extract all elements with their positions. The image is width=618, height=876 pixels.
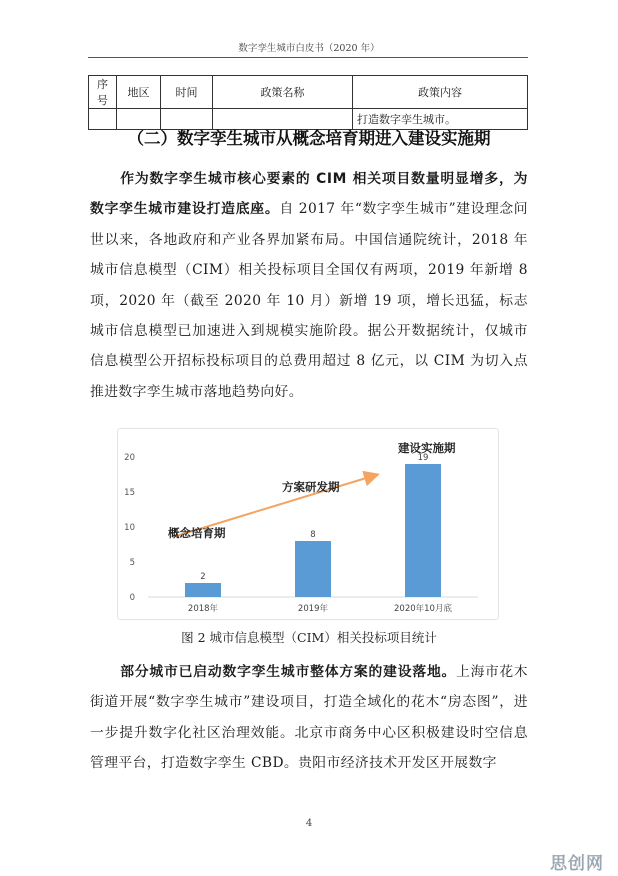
policy-table [88,75,528,130]
y-tick-label: 0 [129,593,135,603]
column-header: 地区 [117,76,161,109]
column-header: 时间 [161,76,213,109]
annotation-construction-stage: 建设实施期 [398,441,456,455]
bar-data-label: 19 [417,453,429,463]
paragraph-body: 自 2017 年“数字孪生城市”建设理念问世以来，各地政府和产业各界加紧布局。中国信通院统计，2018 年城市信息模型（CIM）相关投标项目全国仅有两项，2019 年新增 8 项，2020 年（截至 2020 年 10 月）新增 19 项，增长迅猛，标志城市信息模型已加速进入到规模实施阶段。据公开数据统计，仅城市信息模型公开招标投标项目的总费用超过 8 亿元，以 CIM 为切入点推进数字孪生城市落地趋势向好。 [90,201,528,400]
x-tick-label: 2018年 [187,604,219,614]
bar-data-label: 8 [310,530,316,540]
page-number: 4 [305,818,313,829]
chart-canvas [118,429,498,619]
table-header-row [89,76,528,109]
header-rule [88,57,528,58]
x-tick-label: 2019年 [297,604,329,614]
y-tick-label: 10 [124,523,135,533]
paragraph [90,164,528,407]
watermark-logo: 思创网 [550,854,604,874]
paragraph-lead: 部分城市已启动数字孪生城市整体方案的建设落地。 [120,664,457,680]
bar-chart [117,428,499,620]
y-tick-label: 20 [124,453,135,463]
y-tick-label: 5 [129,558,135,568]
x-tick-label: 2020年10月底 [394,604,452,614]
y-tick-label: 15 [124,488,135,498]
bar-data-label: 2 [200,572,206,582]
figure-caption: 图 2 城市信息模型（CIM）相关投标项目统计 [181,630,437,645]
table-cell: 打造数字孪生城市。 [353,109,528,130]
column-header: 政策名称 [213,76,353,109]
annotation-scheme-stage: 方案研发期 [282,480,340,494]
paragraph-lead: 作为数字孪生城市核心要素的 CIM 相关项目数量明显增多，为数字孪生城市建设打造底座。 [90,171,528,218]
section-heading: （二）数字孪生城市从概念培育期进入建设实施期 [127,129,491,148]
bar [295,541,331,597]
paragraph [90,657,528,779]
column-header: 政策内容 [353,76,528,109]
annotation-concept-stage: 概念培育期 [168,526,226,540]
paragraph-body: 上海市花木街道开展“数字孪生城市”建设项目，打造全域化的花木“房态图”，进一步提升数字化社区治理效能。北京市商务中心区积极建设时空信息管理平台，打造数字孪生 CBD。贵阳市经济技术开发区开展数字 [90,664,528,772]
running-header: 数字孪生城市白皮书（2020 年） [238,43,380,54]
column-header: 序号 [89,76,117,109]
bar [405,464,441,597]
bar [185,583,221,597]
